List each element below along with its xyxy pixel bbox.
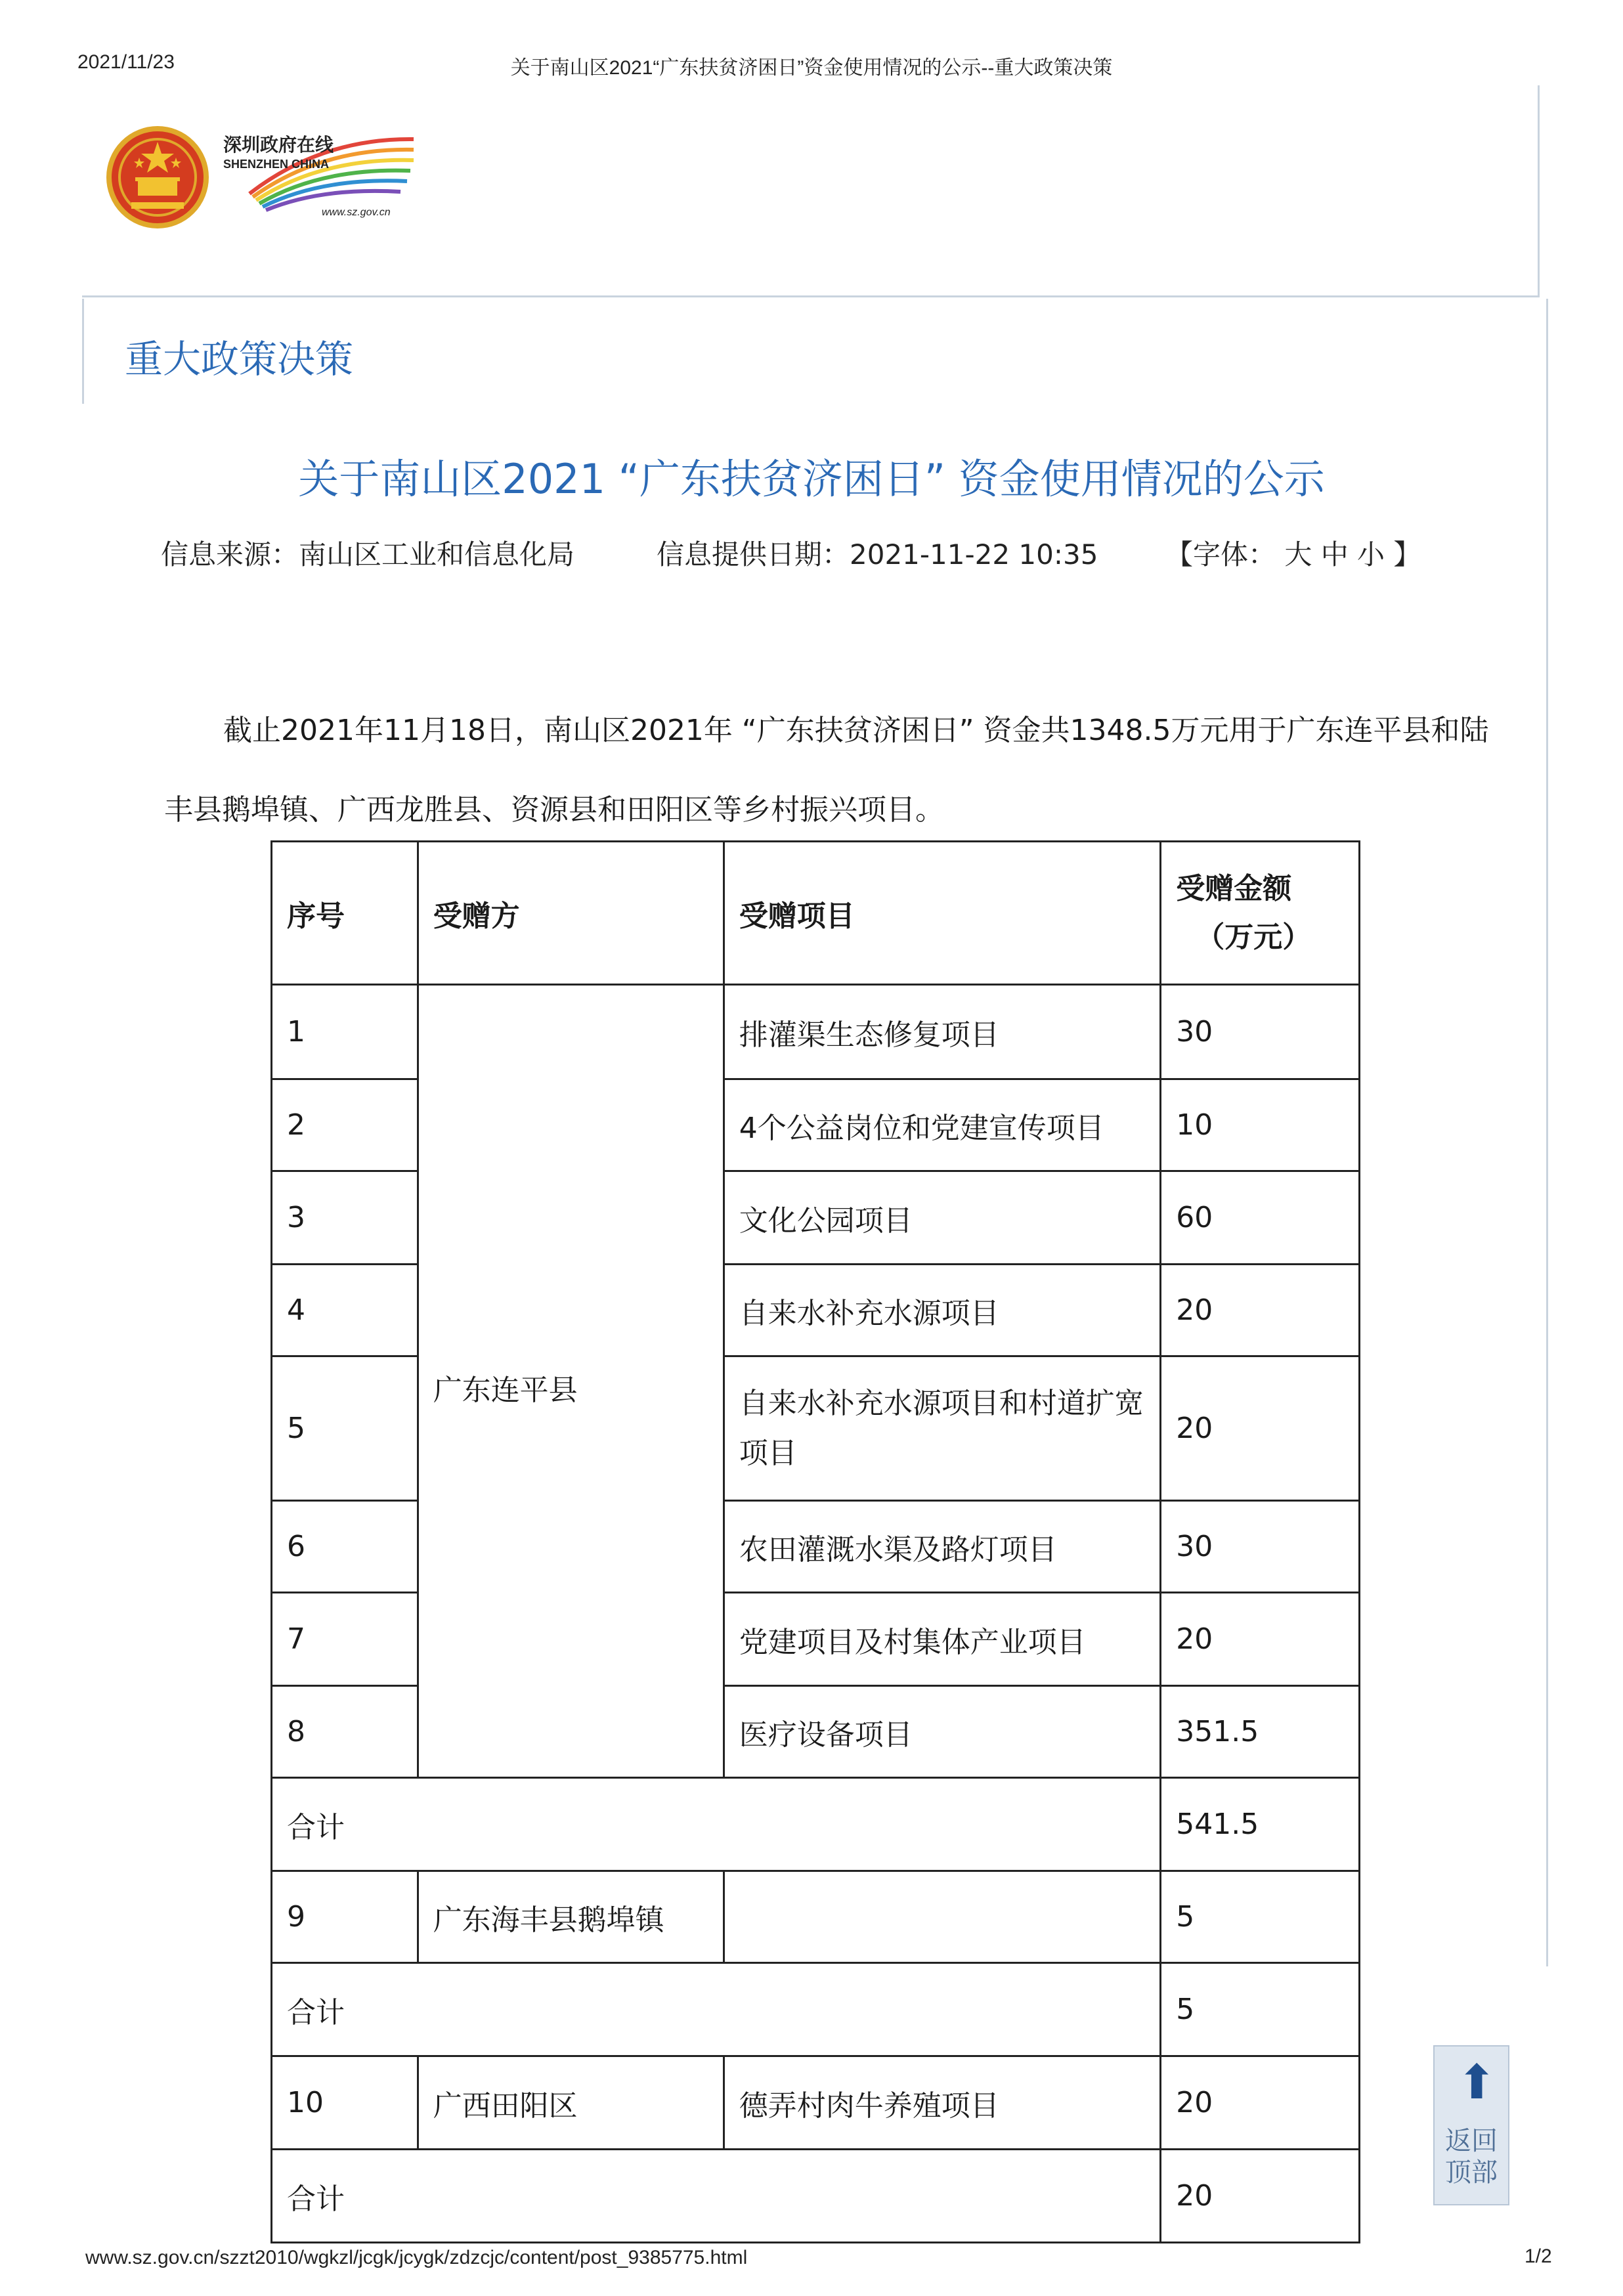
print-url: www.sz.gov.cn/szzt2010/wgkzl/jcgk/jcygk/zdzcjc/content/post_9385775.html [85, 2247, 748, 2268]
row-no: 1 [272, 985, 418, 1079]
header-no: 序号 [272, 842, 418, 985]
up-arrow-icon: ⬆ [1457, 2054, 1497, 2110]
table-row [272, 2056, 1360, 2150]
row-project: 4个公益岗位和党建宣传项目 [724, 1079, 1161, 1171]
row-project: 医疗设备项目 [724, 1686, 1161, 1778]
row-no: 3 [272, 1171, 418, 1265]
subtotal-row [272, 1963, 1360, 2056]
header-right-border [1538, 85, 1540, 295]
intro-paragraph-line1: 截止2021年11月18日，南山区2021年 “广东扶贫济困日” 资金共1348.5万元用于广东连平县和陆 [223, 714, 1489, 747]
row-project: 农田灌溉水渠及路灯项目 [724, 1501, 1161, 1593]
header-donee: 受赠方 [418, 842, 724, 985]
table-row [272, 1871, 1360, 1963]
subtotal-row [272, 1778, 1360, 1871]
back-to-top-button[interactable] [1433, 2045, 1509, 2205]
content-right-border [1546, 299, 1548, 1966]
subtotal-amount: 20 [1161, 2150, 1360, 2243]
table-header-row [272, 842, 1360, 985]
row-no: 9 [272, 1871, 418, 1963]
subtotal-row [272, 2150, 1360, 2243]
row-donee: 广东连平县 [418, 985, 724, 1778]
row-amount: 20 [1161, 1265, 1360, 1356]
row-amount: 30 [1161, 985, 1360, 1079]
row-project: 党建项目及村集体产业项目 [724, 1593, 1161, 1686]
row-no: 4 [272, 1265, 418, 1356]
intro-paragraph-line2: 丰县鹅埠镇、广西龙胜县、资源县和田阳区等乡村振兴项目。 [164, 793, 944, 827]
logo-text-en: SHENZHEN CHINA [223, 158, 330, 171]
row-project [724, 1871, 1161, 1963]
subtotal-label: 合计 [272, 2150, 1161, 2243]
row-amount: 5 [1161, 1871, 1360, 1963]
row-no: 8 [272, 1686, 418, 1778]
print-date: 2021/11/23 [77, 51, 175, 73]
row-amount: 60 [1161, 1171, 1360, 1265]
subtotal-label: 合计 [272, 1778, 1161, 1871]
row-amount: 20 [1161, 1593, 1360, 1686]
shenzhen-logo[interactable] [223, 131, 420, 223]
header-left-border [82, 299, 84, 404]
row-no: 2 [272, 1079, 418, 1171]
row-project: 自来水补充水源项目和村道扩宽项目 [724, 1356, 1161, 1501]
row-no: 5 [272, 1356, 418, 1501]
row-project: 排灌渠生态修复项目 [724, 985, 1161, 1079]
row-no: 10 [272, 2056, 418, 2150]
national-emblem-icon [105, 125, 210, 230]
header-amount-line1: 受赠金额 [1176, 871, 1292, 905]
page-number: 1/2 [1525, 2245, 1552, 2267]
row-project: 德弄村肉牛养殖项目 [724, 2056, 1161, 2150]
row-amount: 30 [1161, 1501, 1360, 1593]
header-project: 受赠项目 [724, 842, 1161, 985]
logo-url: www.sz.gov.cn [322, 207, 391, 218]
info-source: 信息来源：南山区工业和信息化局 [161, 538, 575, 571]
row-project: 文化公园项目 [724, 1171, 1161, 1265]
row-no: 6 [272, 1501, 418, 1593]
row-amount: 351.5 [1161, 1686, 1360, 1778]
logo-text-cn: 深圳政府在线 [223, 134, 334, 156]
print-title: 关于南山区2021“广东扶贫济困日”资金使用情况的公示--重大政策决策 [510, 57, 1113, 79]
header-bottom-border [82, 295, 1540, 297]
back-to-top-label: 返回顶部 [1445, 2126, 1498, 2188]
row-project: 自来水补充水源项目 [724, 1265, 1161, 1356]
row-amount: 20 [1161, 1356, 1360, 1501]
header-amount [1161, 842, 1360, 985]
subtotal-label: 合计 [272, 1963, 1161, 2056]
row-no: 7 [272, 1593, 418, 1686]
row-amount: 20 [1161, 2056, 1360, 2150]
section-heading[interactable]: 重大政策决策 [125, 337, 354, 381]
header-amount-line2: （万元） [1196, 920, 1312, 954]
subtotal-amount: 5 [1161, 1963, 1360, 2056]
row-amount: 10 [1161, 1079, 1360, 1171]
funds-table [270, 840, 1360, 2243]
info-date: 信息提供日期：2021-11-22 10:35 [657, 538, 1098, 571]
subtotal-amount: 541.5 [1161, 1778, 1360, 1871]
row-donee: 广西田阳区 [418, 2056, 724, 2150]
table-row [272, 985, 1360, 1079]
article-title: 关于南山区2021 “广东扶贫济困日” 资金使用情况的公示 [298, 455, 1325, 503]
row-donee: 广东海丰县鹅埠镇 [418, 1871, 724, 1963]
font-size-selector[interactable]: 【字体： 大 中 小 】 [1165, 538, 1421, 571]
